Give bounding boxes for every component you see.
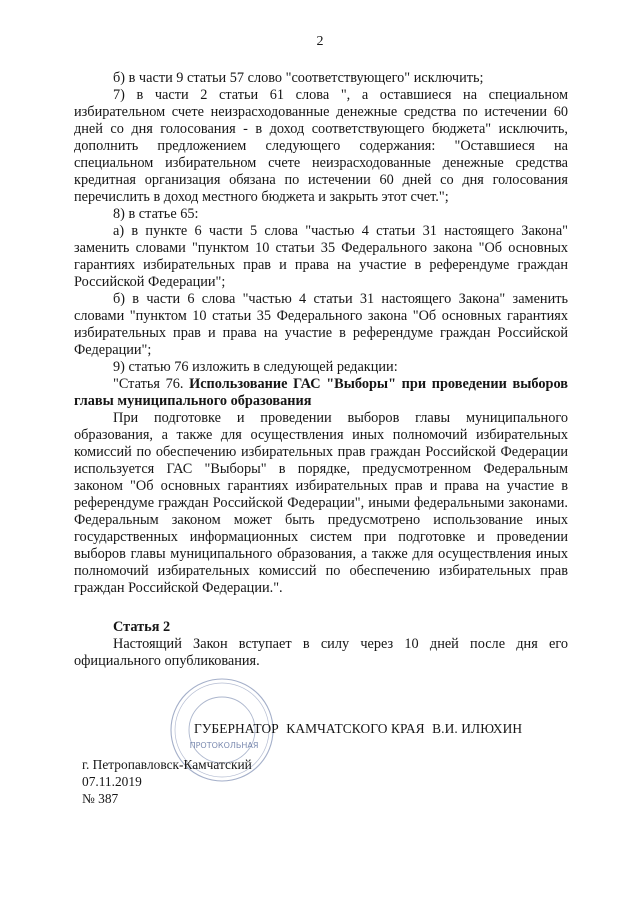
article-2-heading: Статья 2 [113, 619, 171, 635]
article-76-title-text: Использование ГАС "Выборы" при проведении выборов главы муниципального образования [74, 376, 568, 409]
paragraph: 8) в статье 65: [113, 206, 199, 222]
paragraph: б) в части 9 статьи 57 слово "соответствующего" исключить; [113, 70, 484, 86]
paragraph: 7) в части 2 статьи 61 слова ", а оставшиеся на специальном избирательном счете неизрасходованные денежные средства по истечении 60 дней со дня голосования - в доход соответствующего бюджета" исключить, дополнить предложением следующего содержания: "Оставшиеся на специальном избирательном счете неизрасходованные денежные средства кредитная организация обязана по истечении 60 дней со дня голосования перечислить в доход местного бюджета и закрыть этот счет."; [74, 87, 568, 205]
document-meta [82, 756, 252, 807]
paragraph: 9) статью 76 изложить в следующей редакции: [113, 359, 398, 375]
article-76-title [74, 376, 568, 410]
signature-name: В.И. ИЛЮХИН [432, 721, 523, 736]
article-76-body: При подготовке и проведении выборов главы муниципального образования, а также для осуществления иных полномочий избирательных комиссий по обеспечению избирательных прав граждан Российской Федерации используется ГАС "Выборы" в порядке, предусмотренном Федеральным законом "Об основных гарантиях избирательных прав и права на участие в референдуме граждан Российской Федерации", иными федеральными законами. Федеральным законом может быть предусмотрено использование иных государственных информационных систем при подготовке и проведении выборов главы муниципального образования, а также для осуществления иных полномочий избирательных комиссий по обеспечению избирательных прав граждан Российской Федерации.". [74, 410, 568, 596]
seal-label: ПРОТОКОЛЬНАЯ [189, 741, 259, 750]
signature-region: КАМЧАТСКОГО КРАЯ [286, 721, 425, 736]
paragraph: а) в пункте 6 части 5 слова "частью 4 статьи 31 настоящего Закона" заменить словами "пунктом 10 статьи 35 Федерального закона "Об основных гарантиях избирательных прав и права на участие в референдуме граждан Российской Федерации"; [74, 223, 568, 290]
article-76-prefix: "Статья 76. [113, 376, 190, 392]
place: г. Петропавловск-Камчатский [82, 757, 252, 772]
document-body [74, 70, 568, 670]
paragraph: б) в части 6 слова "частью 4 статьи 31 настоящего Закона" заменить словами "пунктом 10 статьи 35 Федерального закона "Об основных гарантиях избирательных прав и права на участие в референдуме граждан Российской Федерации"; [74, 291, 568, 358]
signature-position: ГУБЕРНАТОР [194, 721, 279, 736]
article-2-text: Настоящий Закон вступает в силу через 10 дней после дня его официального опубликования. [74, 636, 568, 669]
date: 07.11.2019 [82, 774, 142, 789]
document-number: № 387 [82, 791, 119, 806]
page-number: 2 [316, 34, 324, 49]
signature-line [194, 721, 574, 737]
